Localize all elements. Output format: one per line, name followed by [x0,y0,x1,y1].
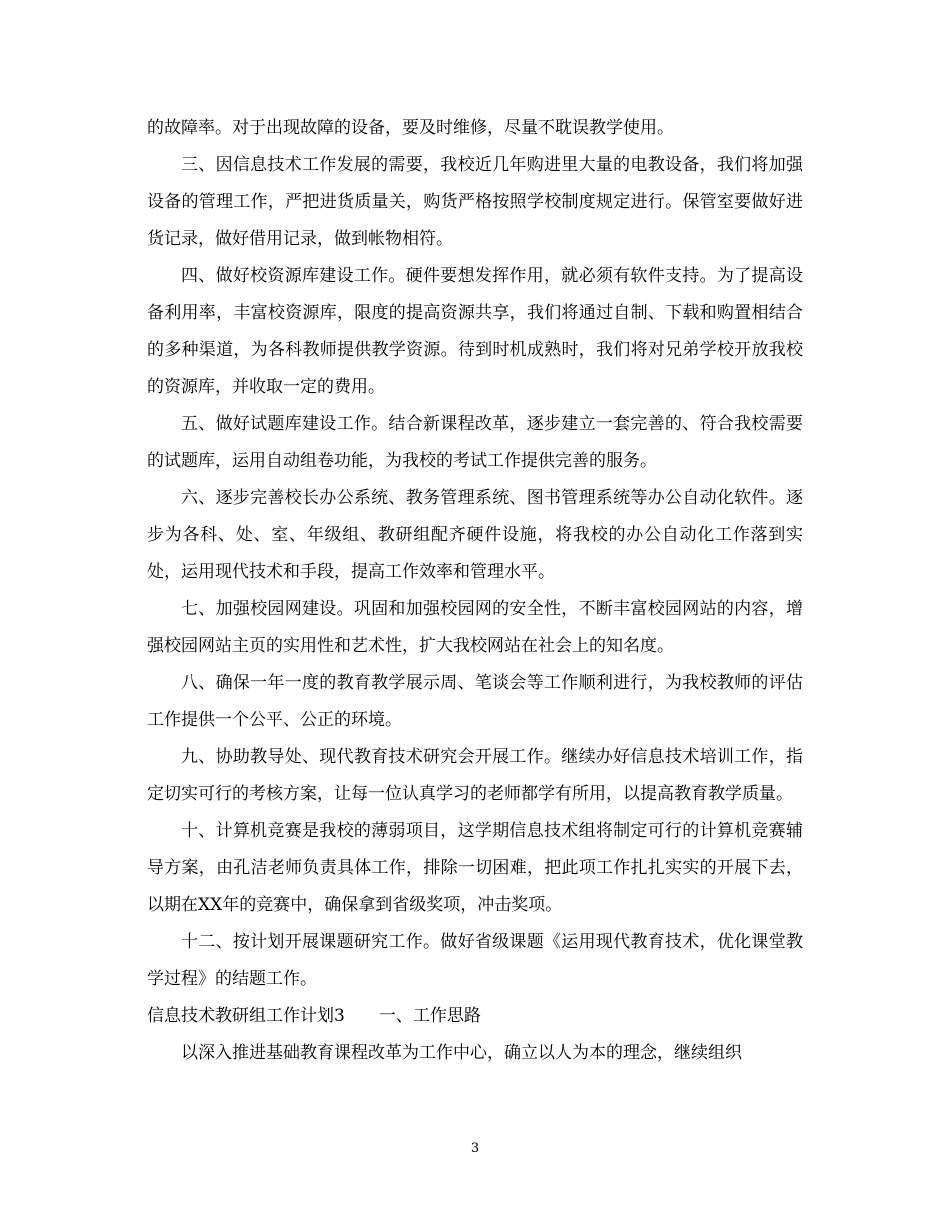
paragraph-item-5: 五、做好试题库建设工作。结合新课程改革，逐步建立一套完善的、符合我校需要的试题库，运用自动组卷功能，为我校的考试工作提供完善的服务。 [147,414,803,471]
paragraph-item-12: 十二、按计划开展课题研究工作。做好省级课题《运用现代教育技术，优化课堂教学过程》的结题工作。 [147,932,803,989]
paragraph-continuation: 的故障率。对于出现故障的设备，要及时维修，尽量不耽误教学使用。 [147,118,674,138]
paragraph-item-7: 七、加强校园网建设。巩固和加强校园网的安全性，不断丰富校园网站的内容，增强校园网站主页的实用性和艺术性，扩大我校网站在社会上的知名度。 [147,599,803,656]
document-body [147,110,803,1072]
section-heading [147,998,803,1035]
paragraph-item-3: 三、因信息技术工作发展的需要，我校近几年购进里大量的电教设备，我们将加强设备的管理工作，严把进货质量关，购货严格按照学校制度规定进行。保管室要做好进货记录，做好借用记录，做到帐物相符。 [147,155,803,249]
paragraph-item-9: 九、协助教导处、现代教育技术研究会开展工作。继续办好信息技术培训工作，指定切实可行的考核方案，让每一位认真学习的老师都学有所用，以提高教育教学质量。 [147,747,803,804]
paragraph-work-approach: 以深入推进基础教育课程改革为工作中心，确立以人为本的理念，继续组织 [181,1043,742,1063]
section-title: 信息技术教研组工作计划3 [147,1006,345,1026]
paragraph-item-8: 八、确保一年一度的教育教学展示周、笔谈会等工作顺利进行，为我校教师的评估工作提供一个公平、公正的环境。 [147,673,803,730]
paragraph-item-6: 六、逐步完善校长办公系统、教务管理系统、图书管理系统等办公自动化软件。逐步为各科、处、室、年级组、教研组配齐硬件设施，将我校的办公自动化工作落到实处，运用现代技术和手段，提高工作效率和管理水平。 [147,488,803,582]
paragraph-item-4: 四、做好校资源库建设工作。硬件要想发挥作用，就必须有软件支持。为了提高设备利用率，丰富校资源库，限度的提高资源共享，我们将通过自制、下载和购置相结合的多种渠道，为各科教师提供教学资源。待到时机成熟时，我们将对兄弟学校开放我校的资源库，并收取一定的费用。 [147,266,803,397]
paragraph-item-10: 十、计算机竞赛是我校的薄弱项目，这学期信息技术组将制定可行的计算机竞赛辅导方案，由孔洁老师负责具体工作，排除一切困难，把此项工作扎扎实实的开展下去，以期在XX年的竞赛中，确保拿到省级奖项，冲击奖项。 [147,821,803,915]
section-subtitle: 一、工作思路 [378,1006,481,1026]
page-number: 3 [470,1141,480,1156]
